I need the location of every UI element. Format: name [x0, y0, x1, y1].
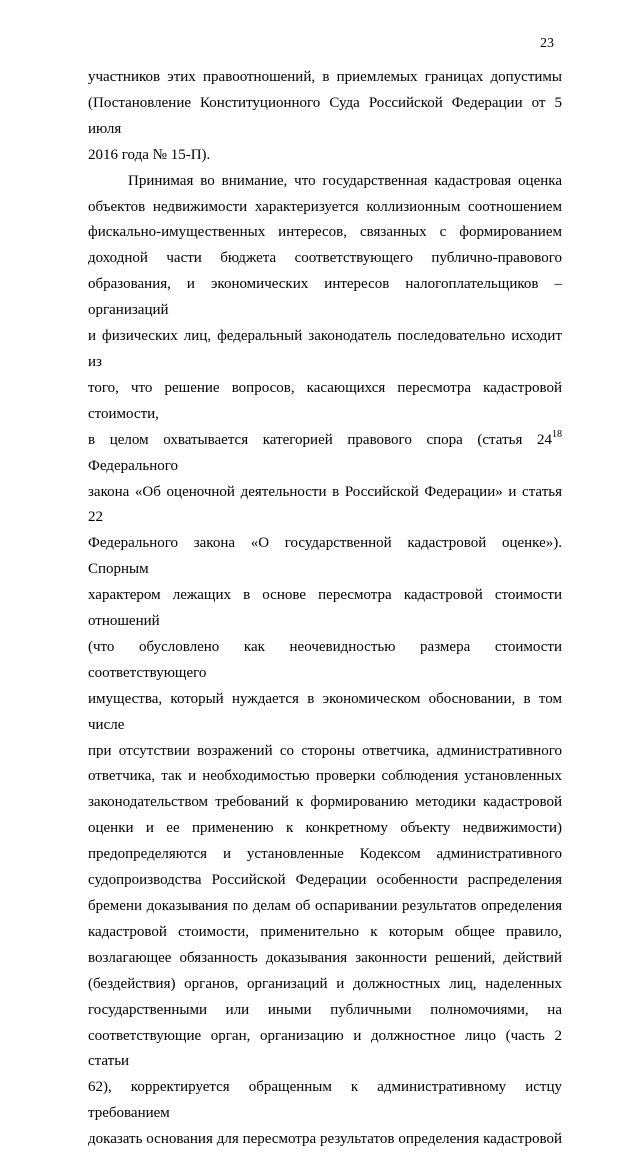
text-line: оценки и ее применению к конкретному объекту недвижимости)	[88, 820, 562, 837]
text-line: (бездействия) органов, организаций и должностных лиц, наделенных	[88, 975, 562, 992]
document-body	[88, 65, 562, 1153]
text-segment: Федерального	[88, 457, 179, 474]
text-line	[88, 428, 562, 480]
text-line: характером лежащих в основе пересмотра кадастровой стоимости отношений	[88, 587, 562, 630]
text-line: 62), корректируется обращенным к административному истцу требованием	[88, 1079, 562, 1122]
text-line: возлагающее обязанность доказывания законности решений, действий	[88, 949, 562, 966]
text-line: законодательством требований к формированию методики кадастровой	[88, 794, 562, 811]
text-line: Принимая во внимание, что государственная кадастровая оценка	[128, 172, 562, 189]
text-line: доходной части бюджета соответствующего публично-правового	[88, 250, 562, 267]
text-line: (что обусловлено как неочевидностью размера стоимости соответствующего	[88, 638, 562, 681]
text-line: участников этих правоотношений, в приемлемых границах допустимы	[88, 69, 562, 85]
text-line: предопределяются и установленные Кодексом административного	[88, 846, 562, 863]
text-line: Федерального закона «О государственной кадастровой оценке»). Спорным	[88, 535, 562, 578]
text-line: бремени доказывания по делам об оспаривании результатов определения	[88, 898, 562, 914]
text-line: соответствующие орган, организацию и должностное лицо (часть 2 статьи	[88, 1027, 562, 1070]
text-line: объектов недвижимости характеризуется коллизионным соотношением	[88, 198, 562, 215]
text-segment: в целом охватывается категорией правового спора (статья 24	[88, 431, 552, 448]
footnote-superscript: 18	[552, 428, 562, 440]
text-line: 2016 года № 15-П).	[88, 146, 211, 163]
text-line: (Постановление Конституционного Суда Российской Федерации от 5 июля	[88, 94, 562, 137]
text-line: доказать основания для пересмотра результатов определения кадастровой	[88, 1131, 562, 1148]
text-line: фискально-имущественных интересов, связанных с формированием	[88, 224, 562, 241]
text-line: государственными или иными публичными полномочиями, на	[88, 1001, 562, 1018]
text-line: при отсутствии возражений со стороны ответчика, административного	[88, 742, 562, 759]
text-line: образования, и экономических интересов налогоплательщиков – организаций	[88, 276, 562, 319]
text-line: того, что решение вопросов, касающихся пересмотра кадастровой стоимости,	[88, 379, 562, 422]
page-number: 23	[540, 36, 554, 51]
text-line: и физических лиц, федеральный законодатель последовательно исходит из	[88, 328, 562, 370]
text-line: закона «Об оценочной деятельности в Российской Федерации» и статья 22	[88, 483, 562, 526]
text-line: ответчика, так и необходимостью проверки соблюдения установленных	[88, 768, 562, 785]
text-line: кадастровой стоимости, применительно к которым общее правило,	[88, 923, 562, 940]
text-line: имущества, который нуждается в экономическом обосновании, в том числе	[88, 690, 562, 733]
text-line: судопроизводства Российской Федерации особенности распределения	[88, 872, 562, 889]
